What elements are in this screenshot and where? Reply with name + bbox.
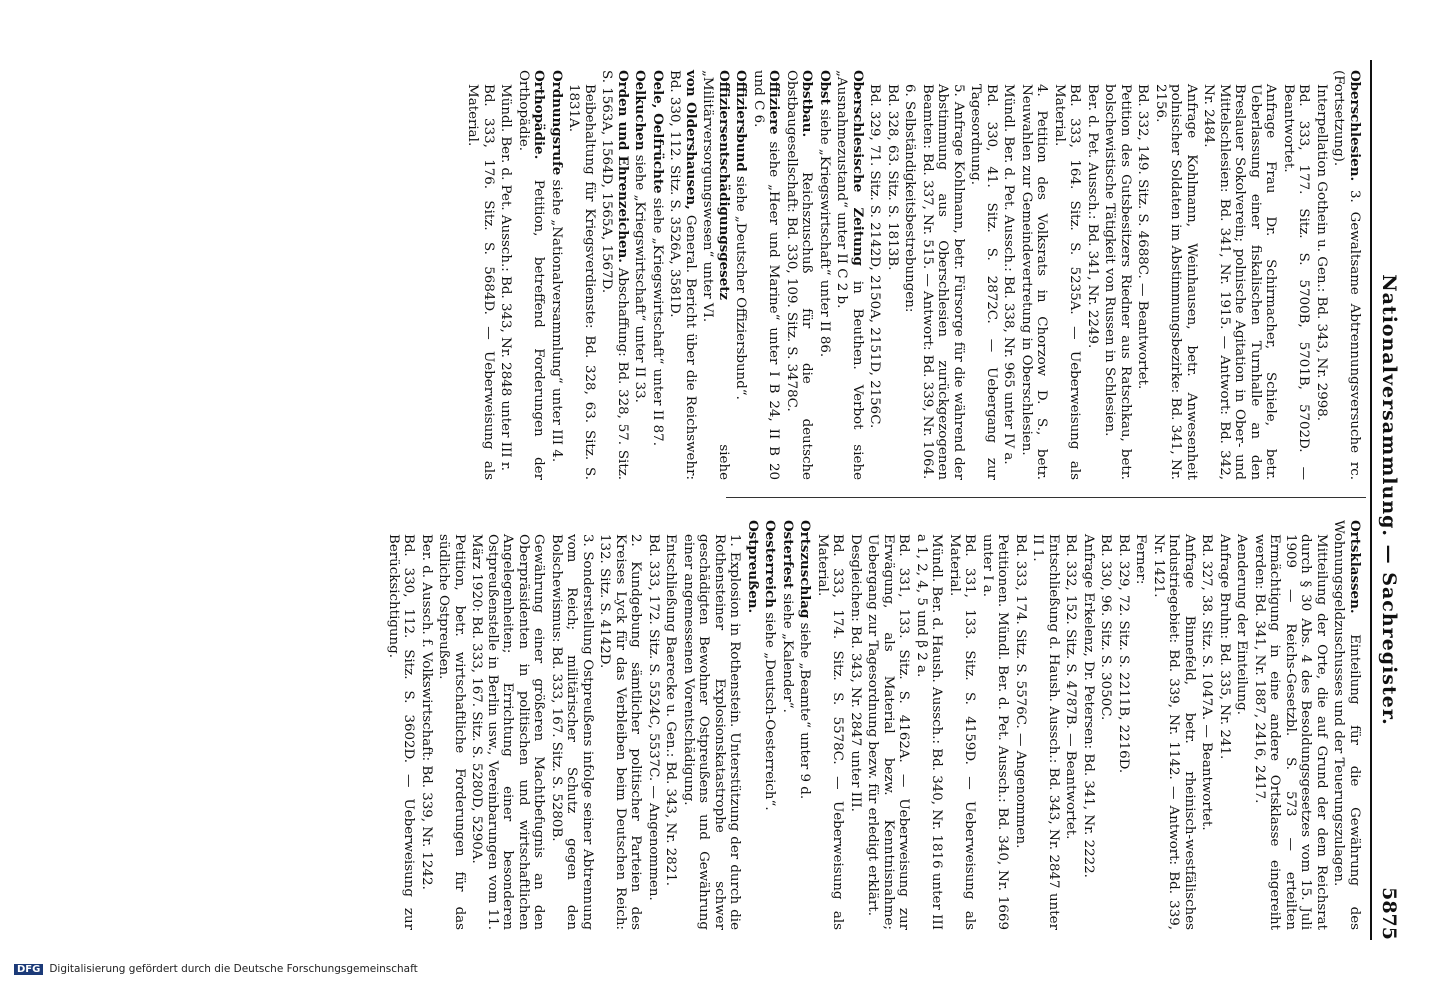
- index-entry: [599, 70, 630, 480]
- entry-keyword: von Oldershausen,: [683, 70, 699, 210]
- entry-text: Mündl. Ber. d. Pet. Aussch.: Bd. 343, Nr. 2848 unter III r.: [498, 84, 514, 472]
- entry-text: Bd. 329, 72. Sitz. S. 2211B, 2216D.: [1116, 534, 1131, 774]
- header-rule: [1370, 60, 1372, 940]
- index-entry: [1085, 70, 1101, 480]
- index-entry: [646, 520, 662, 930]
- right-column: [384, 520, 1363, 930]
- entry-text: Bd. 330, 41. Sitz. S. 2872C. — Uebergang zur Tagesordnung.: [968, 84, 999, 480]
- index-entry: [1013, 520, 1029, 930]
- left-column: [463, 70, 1362, 480]
- index-entry: [597, 520, 644, 930]
- index-entry: [817, 70, 833, 480]
- index-entry: [1019, 70, 1050, 480]
- entry-text: Anfrage Kohlmann, Weinhausen, betr. Anwesenheit polnischer Soldaten im Abstimmungsbezirke: Bd. 341, Nr. 2156.: [1153, 84, 1199, 480]
- index-entry: [469, 520, 547, 930]
- column-divider: [726, 497, 1366, 498]
- entry-keyword: Osterfest: [780, 520, 796, 589]
- index-entry: [667, 70, 698, 480]
- entry-text: Anfrage Bruhn: Bd. 335, Nr. 241.: [1217, 534, 1232, 760]
- index-entry: [1081, 520, 1097, 930]
- index-entry: [780, 520, 796, 930]
- index-entry: [867, 70, 883, 480]
- entry-text: Einteilung für die Gewährung des Wohnungsgeldzuschusses und der Teuerungszulagen.: [1331, 520, 1362, 930]
- entry-text: 3. Gewaltsame Abtrennungsversuche rc. (Fortsetzung).: [1331, 70, 1362, 480]
- index-entry: [1281, 70, 1312, 480]
- entry-text: siehe „Beamte“ unter 9 d.: [797, 618, 813, 800]
- index-entry: [745, 520, 761, 930]
- entry-keyword: Orden und Ehrenzeichen.: [615, 70, 631, 263]
- entry-text: siehe „Kriegswirtschaft“ unter II 33.: [632, 150, 648, 403]
- index-entry: [386, 520, 417, 930]
- entry-keyword: Oberschlesische Zeitung: [850, 70, 866, 266]
- index-entry: [1252, 520, 1330, 930]
- entry-keyword: Oelkuchen: [632, 70, 649, 151]
- entry-text: Mitteilung der Orte, die auf Grund der dem Reichsrat durch § 30 Abs. 4 des Besoldungsgesetzes vom 15. Juli 1909 — Reichs-Gesetzbl. S. 573 — erteilten Ermächtigung in eine andere Ortsklasse eingereiht werden: Bd. 341, Nr. 1887, 2416, 2417.: [1252, 534, 1329, 930]
- entry-text: Reichszuschuß für die deutsche Obstbaugesellschaft: Bd. 330, 109. Sitz. S. 3478C.: [784, 70, 815, 480]
- entry-text: Bd. 333, 164. Sitz. S. 5235A. — Ueberweisung als Material.: [1052, 84, 1083, 480]
- entry-text: Beibehaltung für Kriegsverdienste: Bd. 328, 63. Sitz. S. 1831A.: [566, 84, 597, 480]
- index-entry: [1030, 520, 1061, 930]
- header-title: Nationalversammlung. — Sachregister.: [1378, 274, 1400, 726]
- entry-text: Petitionen. Mündl. Ber. d. Pet. Aussch.: Bd. 340, Nr. 1669 unter I a.: [980, 534, 1011, 930]
- entry-text: Anfrage Binnefeld, betr. rheinisch-westfälisches Industriegebiet: Bd. 339, Nr. 1142. — Antwort: Bd. 339, Nr. 1421.: [1151, 534, 1197, 930]
- index-entry: [1314, 70, 1330, 480]
- entry-text: 5. Anfrage Kohlmann, betr. Fürsorge für die während der Abstimmung aus Oberschlesien zurückgezogenen Beamten: Bd. 337, Nr. 515. — Antwort: Bd. 339, Nr. 1064.: [920, 84, 966, 480]
- index-entry: [1135, 70, 1151, 480]
- entry-text: Gewährung einer größeren Machtbefugnis an den Oberpräsidenten in politischen und wirtschaftlichen Angelegenheiten; Errichtung einer besonderen Ostpreußenstelle in Berlin usw., Vereinbarungen vom 11. März 1920: Bd. 333, 167. Sitz. S. 5280D, 5290A.: [469, 534, 547, 930]
- entry-keyword: Orthopädie.: [531, 70, 548, 160]
- entry-text: Entschließung d. Haush. Aussch.: Bd. 343, Nr. 2847 unter II 1.: [1030, 534, 1061, 930]
- entry-keyword: Obstbau.: [799, 70, 816, 138]
- entry-text: Bd. 333, 177. Sitz. S. 5700B, 5701B, 5702D. — Beantwortet.: [1281, 84, 1312, 480]
- entry-text: Bd. 330, 96. Sitz. S. 3050C.: [1098, 534, 1114, 721]
- entry-text: 1. Explosion in Rothenstein. Unterstützung der durch die Rothensteiner Explosionskatastrophe schwer geschädigten Bewohner Ostpreußens und Gewährung einer angemessenen Vorentschädigung.: [681, 534, 743, 930]
- entry-text: 2. Kundgebung sämtlicher politischer Parteien des Kreises Lyck für das Verbleiben beim Deutschen Reich: 132. Sitz. S. 4142D.: [597, 534, 644, 930]
- entry-text: Ber. d. Pet. Aussch.: Bd. 341, Nr. 2249.: [1085, 84, 1100, 349]
- entry-text: Abschaffung: Bd. 328, 57. Sitz. S. 1563A, 1564D, 1565A, 1567D.: [599, 70, 630, 481]
- index-entry: [549, 70, 565, 480]
- index-entry: [968, 70, 999, 480]
- index-entry: [865, 520, 912, 930]
- entry-text: General. Bericht über die Reichswehr: Bd. 330, 112. Sitz. S. 3526A, 3581D.: [667, 70, 698, 480]
- index-entry: [663, 520, 679, 930]
- entry-text: Bd. 330, 112. Sitz. S. 3602D. — Ueberweisung zur Berücksichtigung.: [386, 534, 417, 930]
- index-entry: [1052, 70, 1083, 480]
- index-entry: [733, 70, 749, 480]
- entry-text: Bd. 327, 38. Sitz. S. 1047A. — Beantwortet.: [1199, 534, 1215, 831]
- entry-text: Mündl. Ber. d. Haush. Aussch.: Bd. 340, Nr. 1816 unter III a 1, 2, 4, 5 und β 2 a.: [914, 534, 945, 930]
- entry-keyword: Oele, Oelfrüchte: [650, 70, 666, 194]
- entry-text: 6. Selbständigkeitsbestrebungen:: [902, 84, 918, 313]
- entry-text: siehe „Nationalversammlung“ unter III 4.: [549, 175, 564, 463]
- entry-text: Mündl. Ber. d. Pet. Aussch.: Bd. 338, Nr. 965 unter IV a.: [1001, 84, 1017, 465]
- index-entry: [419, 520, 435, 930]
- index-entry: [650, 70, 666, 480]
- index-entry: [700, 70, 731, 480]
- entry-text: Petition, betr. wirtschaftliche Forderungen für das südliche Ostpreußen.: [436, 534, 467, 930]
- entry-text: siehe „Militärversorgungswesen“ unter VI.: [700, 70, 731, 480]
- entry-text: Petition des Gutsbesitzers Riedner aus Ratschkau, betr. bolschewistische Tätigkeit von Russen in Schlesien.: [1102, 84, 1133, 480]
- entry-text: Anfrage Frau Dr. Schirmacher, Schiele, betr. Ueberlassung einer fiskalischen Turnhalle an den Breslauer Sokolverein; polnische Agitation in Ober- und Mittelschlesien: Bd. 341, Nr. 1915. — Antwort: Bd. 342, Nr. 2484.: [1201, 84, 1279, 480]
- entry-text: Bd. 332, 149. Sitz. S. 4688C. — Beantwortet.: [1135, 84, 1151, 390]
- entry-text: siehe „Heer und Marine“ unter I B 24, II B 20 und C 6.: [751, 70, 782, 480]
- index-entry: [566, 70, 597, 480]
- index-entry: [681, 520, 743, 930]
- index-entry: [1133, 520, 1149, 930]
- footer-credit: [14, 963, 418, 975]
- index-entry: [1102, 70, 1133, 480]
- index-entry: [848, 520, 864, 930]
- index-entry: [1199, 520, 1215, 930]
- entry-text: Bd. 329, 71. Sitz. S. 2142D, 2150A, 2151D, 2156C.: [867, 84, 883, 429]
- index-entry: [1098, 520, 1114, 930]
- footer-text: Digitalisierung gefördert durch die Deutsche Forschungsgemeinschaft: [49, 963, 418, 975]
- index-entry: [498, 70, 514, 480]
- index-entry: [1063, 520, 1079, 930]
- index-entry: [549, 520, 596, 930]
- entry-text: siehe „Kriegswirtschaft“ unter II 86.: [817, 104, 832, 358]
- entry-text: 4. Petition des Volksrats in Chorzow D. S., betr. Neuwahlen zur Gemeindevertretung in Oberschlesien.: [1019, 84, 1050, 480]
- index-entry: [797, 520, 813, 930]
- entry-text: Interpellation Gothein u. Gen.: Bd. 343, Nr. 2998.: [1314, 84, 1329, 422]
- entry-text: Bd. 333, 172. Sitz. S. 5524C, 5537C. — Angenommen.: [646, 534, 661, 901]
- entry-keyword: Offiziersentschädigungsgesetz: [716, 70, 732, 301]
- entry-text: Bd. 333, 174. Sitz. S. 5576C. — Angenommen.: [1013, 534, 1028, 849]
- entry-text: Entschließung Baerecke u. Gen.: Bd. 343, Nr. 2821.: [663, 534, 679, 887]
- index-entry: [436, 520, 467, 930]
- entry-text: Bd. 332, 152. Sitz. S. 4787B. — Beantwortet.: [1063, 534, 1079, 840]
- index-entry: [751, 70, 782, 480]
- index-entry: [885, 70, 901, 480]
- index-entry: [1116, 520, 1132, 930]
- entry-keyword: Ostpreußen.: [745, 520, 761, 614]
- entry-text: Anfrage Erkelenz, Dr. Petersen: Bd. 341, Nr. 2222.: [1081, 534, 1096, 878]
- entry-text: siehe „Kalender“.: [780, 588, 795, 713]
- page-number: 5875: [1378, 887, 1400, 940]
- index-entry: [815, 520, 846, 930]
- entry-text: Ferner:: [1133, 534, 1149, 585]
- entry-text: in Beuthen. Verbot siehe „Ausnahmezustand“ unter II C 2 b.: [834, 70, 865, 480]
- index-entry: [632, 70, 648, 480]
- entry-text: siehe „Deutscher Offiziersbund“.: [733, 171, 749, 400]
- index-entry: [914, 520, 945, 930]
- entry-text: Desgleichen: Bd. 343, Nr. 2847 unter III.: [848, 534, 863, 812]
- entry-text: siehe „Deutsch-Oesterreich“.: [762, 608, 778, 811]
- entry-keyword: Oberschlesien.: [1347, 70, 1363, 182]
- entry-text: Bd. 333, 176. Sitz. S. 5684D. — Ueberweisung als Material.: [465, 84, 496, 480]
- entry-keyword: Oesterreich: [762, 520, 779, 609]
- entry-keyword: Offiziere: [766, 70, 783, 135]
- entry-text: Ber. d. Aussch. f. Volkswirtschaft: Bd. 339, Nr. 1242.: [419, 534, 434, 890]
- index-entry: [1151, 520, 1198, 930]
- index-entry: [516, 70, 547, 480]
- entry-keyword: Offiziersbund: [733, 70, 750, 172]
- entry-text: 3. Sonderstellung Ostpreußens infolge seiner Abtrennung vom Reich; militärischer Schutz gegen den Bolschewismus: Bd. 333, 167. Sitz. S. 5280B.: [549, 534, 595, 930]
- entry-keyword: Ortsklassen.: [1347, 520, 1363, 614]
- entry-keyword: Obst: [817, 70, 833, 105]
- entry-text: Bd. 331, 133. Sitz. S. 4162A. — Ueberweisung zur Erwägung, als Material bezw. Kenntnisnahme; Uebergang zur Tagesordnung bezw. für erledigt erklärt.: [865, 534, 912, 930]
- index-entry: [980, 520, 1011, 930]
- dfg-logo: DFG: [14, 964, 43, 975]
- entry-keyword: Ordnungsrufe: [549, 70, 565, 176]
- index-entry: [1217, 520, 1233, 930]
- index-entry: [920, 70, 967, 480]
- index-entry: [947, 520, 978, 930]
- entry-text: Bd. 331, 133. Sitz. S. 4159D. — Ueberweisung als Material.: [947, 534, 978, 930]
- entry-text: Bd. 333, 174. Sitz. S. 5578C. — Ueberweisung als Material.: [815, 534, 846, 930]
- entry-text: siehe „Kriegswirtschaft“ unter II 87.: [650, 193, 665, 446]
- page-header: [1376, 60, 1406, 940]
- index-entry: [1201, 70, 1279, 480]
- entry-text: Bd. 328, 63. Sitz. S. 1813B.: [885, 84, 900, 271]
- index-entry: [1331, 520, 1362, 930]
- entry-keyword: Ortszuschlag: [797, 520, 814, 619]
- entry-text: Aenderung der Einteilung.: [1234, 534, 1250, 715]
- index-entry: [902, 70, 918, 480]
- index-entry: [1001, 70, 1017, 480]
- index-entry: [784, 70, 815, 480]
- index-entry: [762, 520, 778, 930]
- index-entry: [1234, 520, 1250, 930]
- index-entry: [1153, 70, 1200, 480]
- index-entry: [1331, 70, 1362, 480]
- entry-text: Petition, betreffend Forderungen der Orthopädie.: [516, 70, 547, 480]
- index-entry: [465, 70, 496, 480]
- index-entry: [834, 70, 865, 480]
